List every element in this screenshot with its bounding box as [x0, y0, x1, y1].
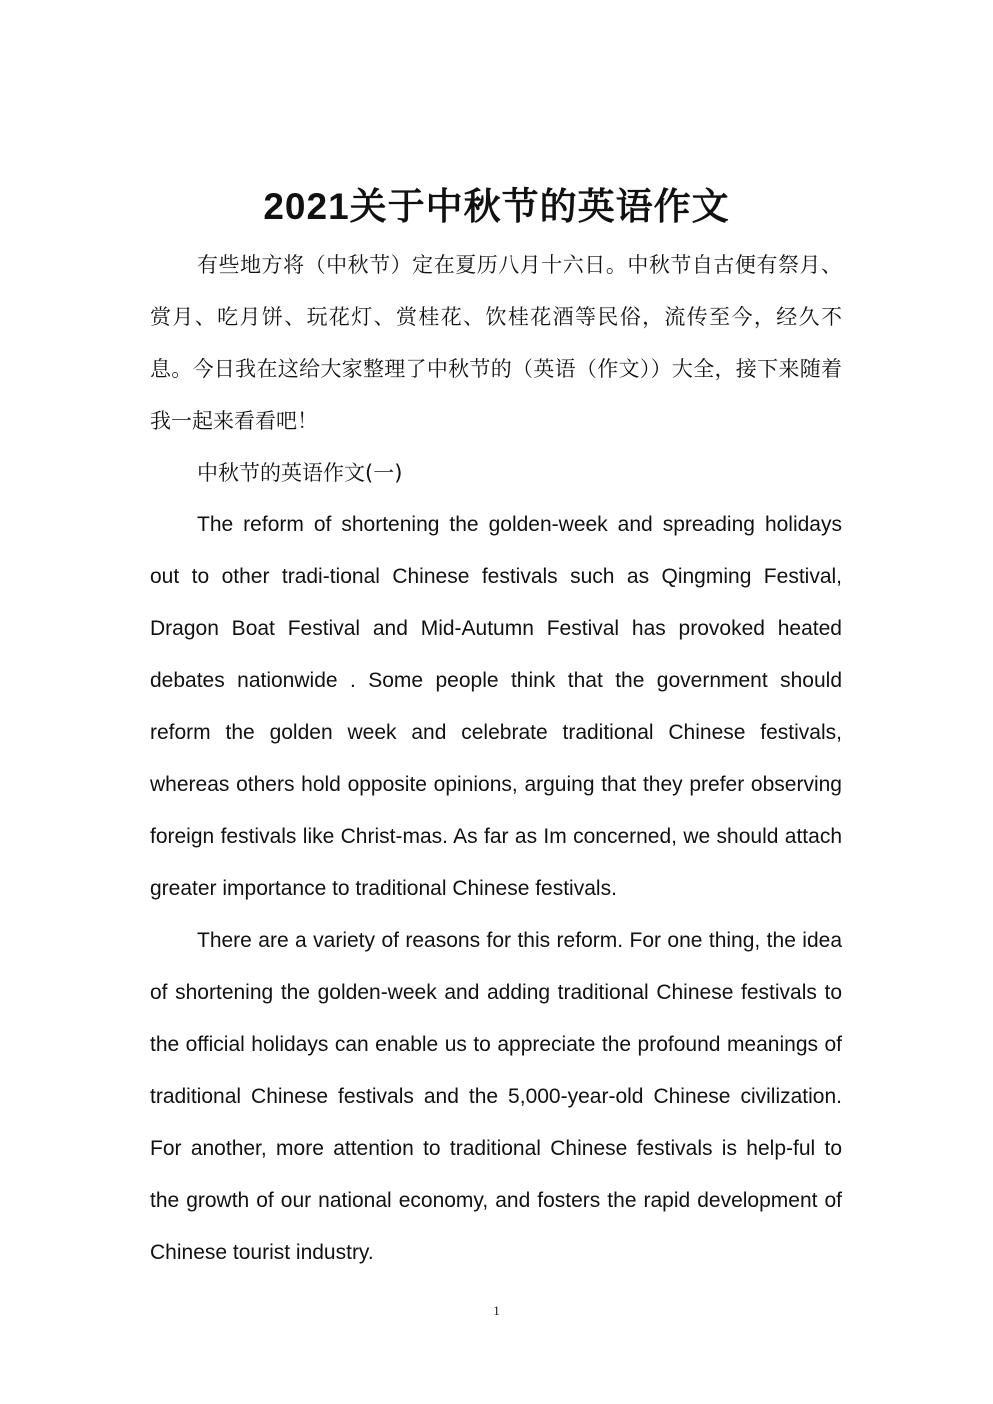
section-subheading: 中秋节的英语作文(一) [197, 461, 403, 485]
intro-paragraph: 有些地方将（中秋节）定在夏历八月十六日。中秋节自古便有祭月、赏月、吃月饼、玩花灯、赏桂花、饮桂花酒等民俗，流传至今，经久不息。今日我在这给大家整理了中秋节的（英语（作文））大全，接下来随着我一起来看看吧！ [150, 253, 842, 433]
page-number: 1 [493, 1303, 500, 1318]
essay-paragraph-1: The reform of shortening the golden-week and spreading holidays out to other tradi-tional Chinese festivals such as Qingming Festival, Dragon Boat Festival and Mid-Autumn Festival has provoked heated debates nationwide . Some people think that the government should reform the golden week and celebrate traditional Chinese festivals, whereas others hold opposite opinions, arguing that they prefer observing foreign festivals like Christ-mas. As far as Im concerned, we should attach greater importance to traditional Chinese festivals. [150, 513, 842, 900]
document-title: 2021关于中秋节的英语作文 [263, 185, 730, 227]
essay-paragraph-2: There are a variety of reasons for this reform. For one thing, the idea of shortening the golden-week and adding traditional Chinese festivals to the official holidays can enable us to appreciate the profound meanings of traditional Chinese festivals and the 5,000-year-old Chinese civilization. For another, more attention to traditional Chinese festivals is help-ful to the growth of our national economy, and fosters the rapid development of Chinese tourist industry. [150, 929, 842, 1264]
